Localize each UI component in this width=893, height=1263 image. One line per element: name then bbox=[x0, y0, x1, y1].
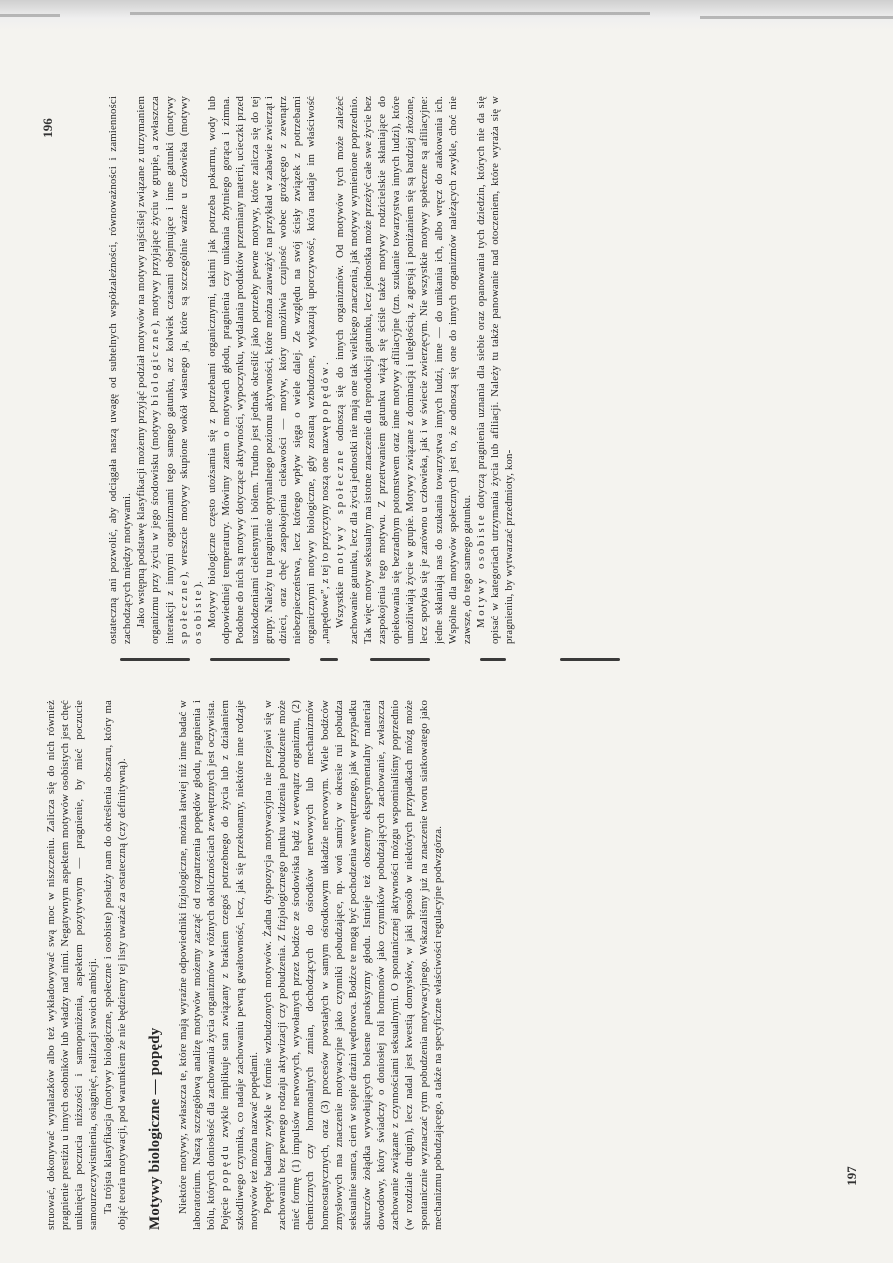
text-run: ). bbox=[191, 581, 204, 588]
section-heading: Motywy biologiczne — popędy bbox=[146, 1027, 163, 1230]
text-run: ), wreszcie motywy skupione wokół własnego ja, które są szczególnie ważne u człowieka (motywy bbox=[177, 96, 190, 579]
right-page bbox=[44, 700, 804, 1230]
page-number-right: 197 bbox=[843, 1166, 859, 1186]
right-page-body bbox=[176, 700, 445, 1230]
text-run: struować, dokonywać wynalazków albo też wykładowywać swą moc w niszczeniu. Zalicza się do nich również pragnienie prestiżu u innych osobników lub władzy nad nimi. Negatywnym aspektem motywów osobistych jest chęć uniknięcia poczucia niższości i samoponiżenia, aspektem pozytywnym — pragnienie, by mieć poczucie samourzeczywistnienia, osiągnięć, realizacji swoich ambicji. bbox=[45, 700, 100, 1230]
paragraph bbox=[205, 96, 332, 644]
spaced-emphasis: popędu bbox=[219, 1143, 232, 1192]
text-run: Ta trójsta klasyfikacja (motywy biologiczne, społeczne i osobiste) posłuży nam do określenia obszaru, który ma objąć teoria motywacji, pod warunkiem że nie będziemy tej listy uważać za ostateczną (czy definitywną). bbox=[101, 700, 128, 1230]
right-page-intro bbox=[44, 700, 129, 1230]
text-run: ostateczną ani pozwolić, aby odciągała naszą uwagę od subtelnych współzależności, równoważności i zamienności zachodzących między motywami. bbox=[107, 96, 134, 644]
paragraph bbox=[333, 96, 475, 644]
paragraph bbox=[101, 700, 129, 1230]
page-divider bbox=[0, 652, 893, 666]
spaced-emphasis: społeczne bbox=[177, 578, 190, 644]
text-run: Jako wstępną podstawę klasyfikacji możemy przyjąć podział motywów na motywy najściślej związane z utrzymaniem organizmu przy życiu w jego środowisku (motywy bbox=[135, 96, 162, 644]
spaced-emphasis: osobiste bbox=[191, 587, 204, 644]
text-run: Niektóre motywy, zwłaszcza te, które mają wyraźne odpowiedniki fizjologiczne, można łatwiej niż inne badać w laboratorium. Naszą szczegółową analizę motywów możemy zacząć od rozpatrzenia popędów głodu, pragnienia i bólu, których doniosłość dla zachowania życia organizmów w różnych okolicznościach zewnętrznych jest oczywista. Pojęcie bbox=[176, 700, 232, 1230]
left-page bbox=[106, 96, 840, 644]
text-run: ), motywy przyjające życiu w grupie, a zwłaszcza interakcji z innymi organizmami tego samego gatunku, acz kolwiek czasami obejmujące i inne gatunki (motywy bbox=[149, 96, 176, 644]
paragraph bbox=[474, 96, 516, 644]
text-run: dotyczą pragnienia uznania dla siebie oraz opanowania tych dziedzin, których nie da się opisać w kategoriach utrzymania życia lub afiliacji. Należy tu także panowanie nad otoczeniem, które wyraża się w pragnieniu, by wytwarzać przedmioty, kon- bbox=[475, 96, 516, 644]
spaced-emphasis: motywy społeczne bbox=[333, 448, 346, 575]
spaced-emphasis: biologiczne bbox=[149, 326, 162, 406]
paragraph bbox=[106, 96, 134, 644]
spaced-emphasis: Motywy osobiste bbox=[475, 512, 488, 628]
spaced-emphasis: popędów bbox=[319, 364, 332, 423]
right-page-text bbox=[44, 700, 804, 1230]
text-run: zwykle implikuje stan związany z brakiem czegoś potrzebnego do życia lub z działaniem szkodliwego czynnika, co nadaje zachowaniu pewną gwałtowność, lecz, jak się przekonamy, niektóre inne rodzaje motywów też można nazwać popędami. bbox=[219, 700, 260, 1230]
text-run: . bbox=[319, 361, 332, 365]
scan-edge bbox=[0, 0, 893, 30]
paragraph bbox=[176, 700, 261, 1230]
left-page-text bbox=[106, 96, 840, 644]
text-run: odnoszą się do innych organizmów. Od motywów tych może zależeć zachowanie gatunku, lecz dla życia jednostki nie mają one tak wielkiego znaczenia, jak motywy wymienione poprzednio. Tak więc motyw seksualny ma istotne znaczenie dla reprodukcji gatunku, lecz jednostka może przeżyć całe swe życie bez zaspokojenia tego motywu. Z przetrwaniem gatunku wiążą się ściśle także motywy rodzicielskie skłaniające do opiekowania się bezradnym potomstwem oraz inne motywy afiliacyjne (tzn. szukanie towarzystwa innych ludzi), które umożliwiają życie w grupie. Motywy związane z dominacją i uległością, z agresją i poniżaniem się są bardziej złożone, lecz spotyka się je zarówno u człowieka, jak i w świecie zwierzęcym. Nie wszystkie motywy społeczne są afiliacyjne: jedne skłaniają nas do szukania towarzystwa innych ludzi, inne — do unikania ich, albo wręcz do atakowania ich. Wspólne dla motywów społecznych jest to, że odnoszą się one do innych organizmów należących zwykle, choć nie zawsze, do tego samego gatunku. bbox=[333, 96, 473, 644]
paragraph bbox=[134, 96, 205, 644]
text-run: Motywy biologiczne często utożsamia się z potrzebami organicznymi, takimi jak potrzeba pokarmu, wody lub odpowiedniej temperatury. Mówimy zatem o motywach głodu, pragnienia czy unikania zbytniego gorąca i zimna. Podobne do nich są motywy dotyczące aktywności, wypoczynku, wydalania produktów przemiany materii, ucieczki przed uszkodzeniami cielesnymi i bólem. Trudno jest jednak określić jako potrzeby pewne motywy, które zalicza się do tej grupy. Należy tu pragnienie optymalnego poziomu aktywności, które można zauważyć na przykład w zabawie zwierząt i dzieci, oraz chęć zaspokojenia ciekawości — motyw, który umożliwia czujność wobec grożącego z zewnątrz niebezpieczeństwa, lecz którego wpływ sięga o wiele dalej. Ze względu na swój ścisły związek z potrzebami organicznymi motywy biologiczne, gdy zostaną wzbudzone, wykazują uporczywość, która nadaje im właściwość „napędowe”, z tej to przyczyny noszą one nazwę bbox=[206, 96, 332, 644]
page-number-left: 196 bbox=[39, 118, 55, 138]
paragraph bbox=[261, 700, 445, 1230]
text-run: Popędy badamy zwykle w formie wzbudzonych motywów. Żadna dyspozycja motywacyjna nie przejawi się w zachowaniu bez pewnego rodzaju aktywizacji czy pobudzenia. Z fizjologicznego punktu widzenia pobudzenie może mieć formę (1) impulsów nerwowych, wywołanych przez bodźce ze środowiska bądź z wewnątrz organizmu, (2) chemicznych czy hormonalnych zmian, dochodzących do ośrodków nerwowych lub mechanizmów homeostatycznych, oraz (3) procesów powstałych w samym ośrodkowym układzie nerwowym. Wiele bodźców zmysłowych ma znaczenie motywacyjne jako czynniki pobudzające, np. woń samicy w okresie rui pobudza seksualnie samca, cierń w stopie drażni wędrowca. Bodźce te mogą być pochodzenia wewnętrznego, jak w przypadku skurczów żołądka wywołujących bolesne paroksyzmy głodu. Istnieje też obszerny eksperymentalny materiał dowodowy, który świadczy o doniosłej roli hormonów jako czynników pobudzających zachowanie, zwłaszcza zachowanie związane z czynnościami seksualnymi. O spontanicznej aktywności mózgu wspominaliśmy poprzednio (w rozdziale drugim), lecz nadal jest kwestią domysłów, w jaki sposób w niektórych przypadkach mózg może spontanicznie wyznaczać rytm pobudzenia motywacyjnego. Wskazaliśmy już na znaczenie tworu siatkowatego jako mechanizmu pobudzającego, a także na specyficzne właściwości regulacyjne podwzgórza. bbox=[261, 700, 444, 1230]
paragraph bbox=[44, 700, 101, 1230]
text-run: Wszystkie bbox=[333, 574, 346, 628]
